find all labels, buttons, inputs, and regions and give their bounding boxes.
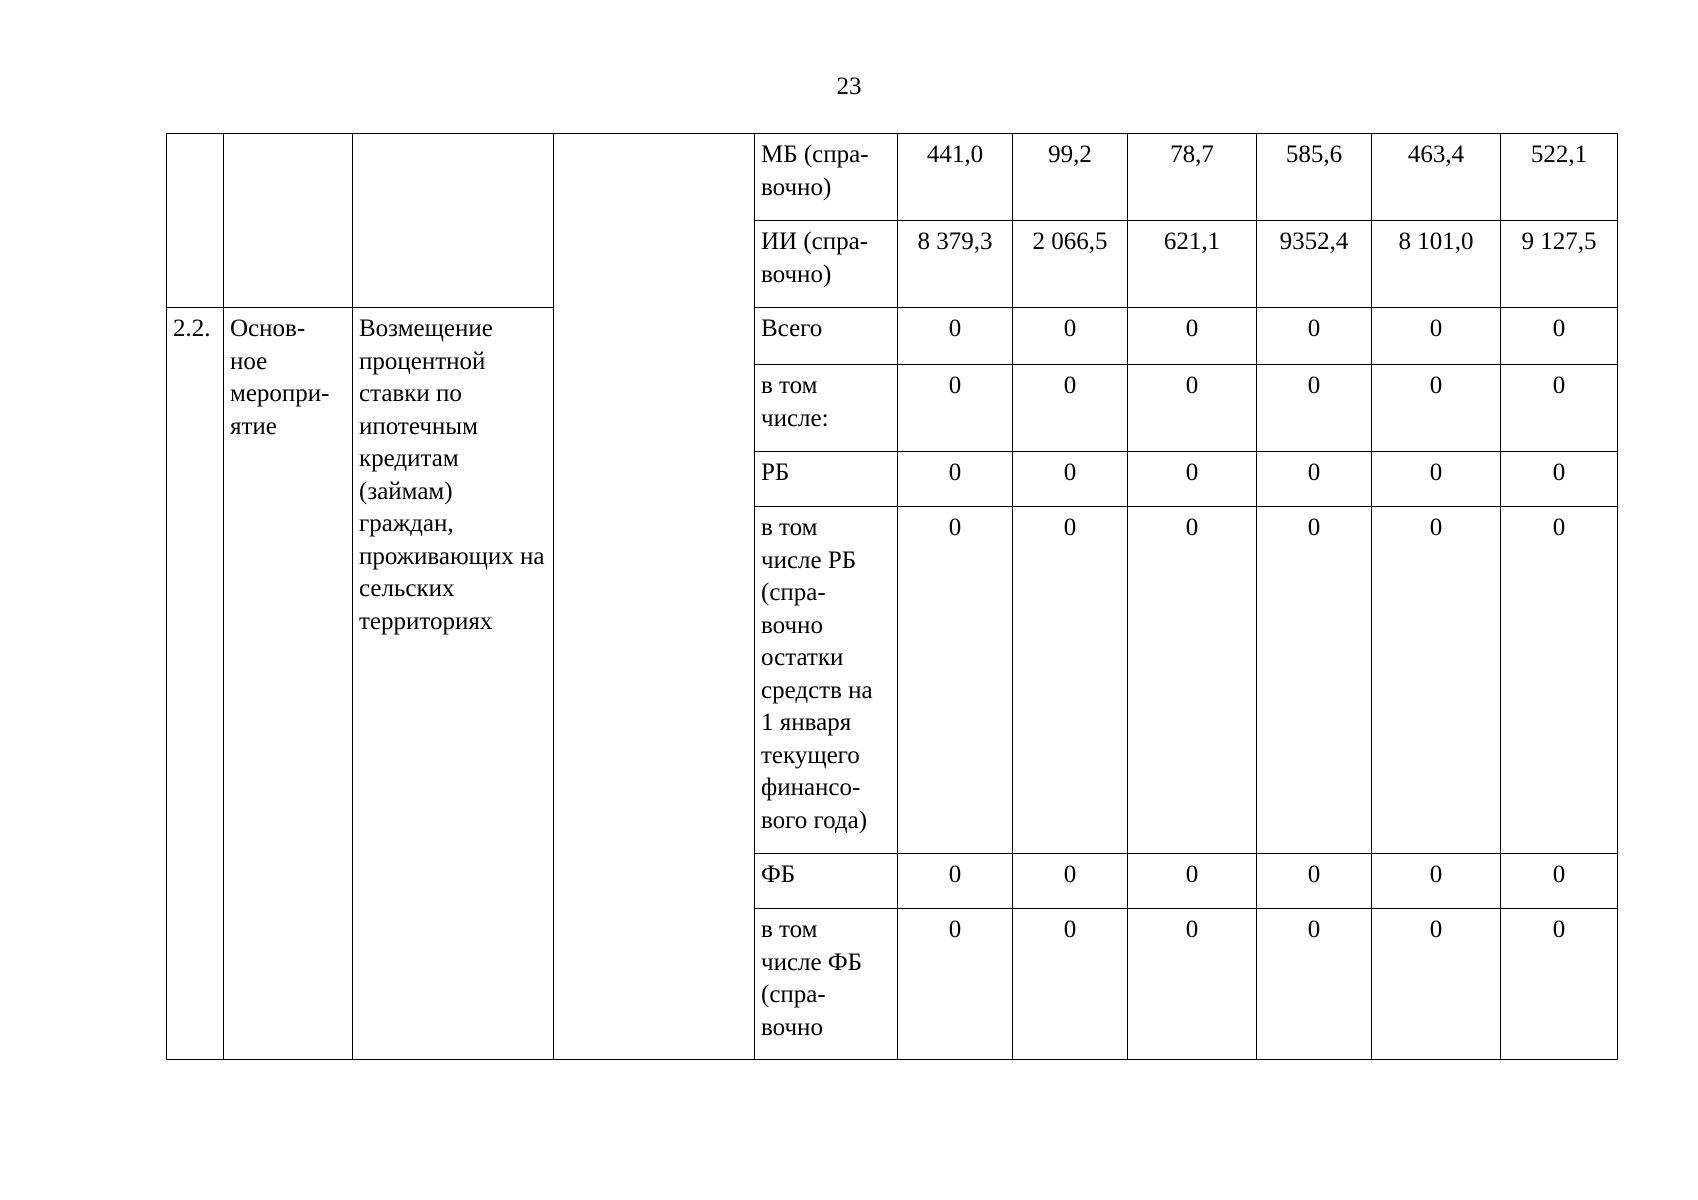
value-cell: 0	[1372, 507, 1501, 854]
value-cell: 0	[1501, 854, 1618, 909]
value-cell: 0	[1013, 308, 1128, 365]
value-cell: 0	[1128, 507, 1257, 854]
value-cell: 0	[1128, 854, 1257, 909]
value-cell: 0	[1501, 308, 1618, 365]
value-cell: 0	[1257, 452, 1372, 507]
value-cell: 99,2	[1013, 134, 1128, 221]
funding-source-cell: МБ (спра- вочно)	[755, 134, 898, 221]
value-cell: 0	[1128, 452, 1257, 507]
value-cell: 0	[1372, 854, 1501, 909]
value-cell: 0	[1257, 854, 1372, 909]
value-cell: 0	[1372, 308, 1501, 365]
executor-cell	[554, 134, 755, 308]
value-cell: 463,4	[1372, 134, 1501, 221]
value-cell: 0	[1372, 909, 1501, 1060]
value-cell: 0	[1501, 452, 1618, 507]
value-cell: 522,1	[1501, 134, 1618, 221]
funding-source-cell: в том числе ФБ (спра- вочно	[755, 909, 898, 1060]
value-cell: 8 379,3	[898, 221, 1013, 308]
funding-source-cell: ФБ	[755, 854, 898, 909]
table-row	[167, 134, 1618, 221]
executor-cell-continued	[554, 308, 755, 1060]
funding-source-cell: в том числе РБ (спра- вочно остатки средств на 1 января текущего финансо- вого года)	[755, 507, 898, 854]
item-name: Возмещение процентной ставки по ипотечным кредитам (займам) граждан, проживающих на сельских территориях	[353, 308, 554, 1060]
value-cell: 0	[1501, 365, 1618, 452]
prev-type-cell	[224, 134, 353, 308]
value-cell: 0	[1013, 854, 1128, 909]
value-cell: 0	[898, 452, 1013, 507]
value-cell: 0	[1013, 507, 1128, 854]
value-cell: 0	[1257, 308, 1372, 365]
value-cell: 9 127,5	[1501, 221, 1618, 308]
value-cell: 0	[898, 909, 1013, 1060]
value-cell: 0	[1013, 909, 1128, 1060]
value-cell: 0	[1128, 909, 1257, 1060]
value-cell: 0	[1372, 452, 1501, 507]
value-cell: 585,6	[1257, 134, 1372, 221]
prev-number-cell	[167, 134, 224, 308]
value-cell: 441,0	[898, 134, 1013, 221]
value-cell: 0	[898, 308, 1013, 365]
funding-table	[166, 133, 1618, 1060]
value-cell: 621,1	[1128, 221, 1257, 308]
value-cell: 0	[1257, 507, 1372, 854]
funding-source-cell: в том числе:	[755, 365, 898, 452]
value-cell: 0	[898, 365, 1013, 452]
value-cell: 0	[1501, 507, 1618, 854]
funding-source-cell: РБ	[755, 452, 898, 507]
value-cell: 8 101,0	[1372, 221, 1501, 308]
table-row	[167, 308, 1618, 365]
value-cell: 0	[1257, 365, 1372, 452]
value-cell: 0	[898, 854, 1013, 909]
value-cell: 0	[898, 507, 1013, 854]
value-cell: 0	[1128, 365, 1257, 452]
value-cell: 0	[1257, 909, 1372, 1060]
value-cell: 0	[1501, 909, 1618, 1060]
value-cell: 9352,4	[1257, 221, 1372, 308]
value-cell: 0	[1013, 452, 1128, 507]
funding-source-cell: Всего	[755, 308, 898, 365]
funding-source-cell: ИИ (спра- вочно)	[755, 221, 898, 308]
value-cell: 2 066,5	[1013, 221, 1128, 308]
value-cell: 0	[1013, 365, 1128, 452]
value-cell: 78,7	[1128, 134, 1257, 221]
value-cell: 0	[1372, 365, 1501, 452]
item-type: Основ- ное меропри- ятие	[224, 308, 353, 1060]
value-cell: 0	[1128, 308, 1257, 365]
page-number: 23	[836, 73, 862, 100]
item-number: 2.2.	[167, 308, 224, 1060]
prev-name-cell	[353, 134, 554, 308]
